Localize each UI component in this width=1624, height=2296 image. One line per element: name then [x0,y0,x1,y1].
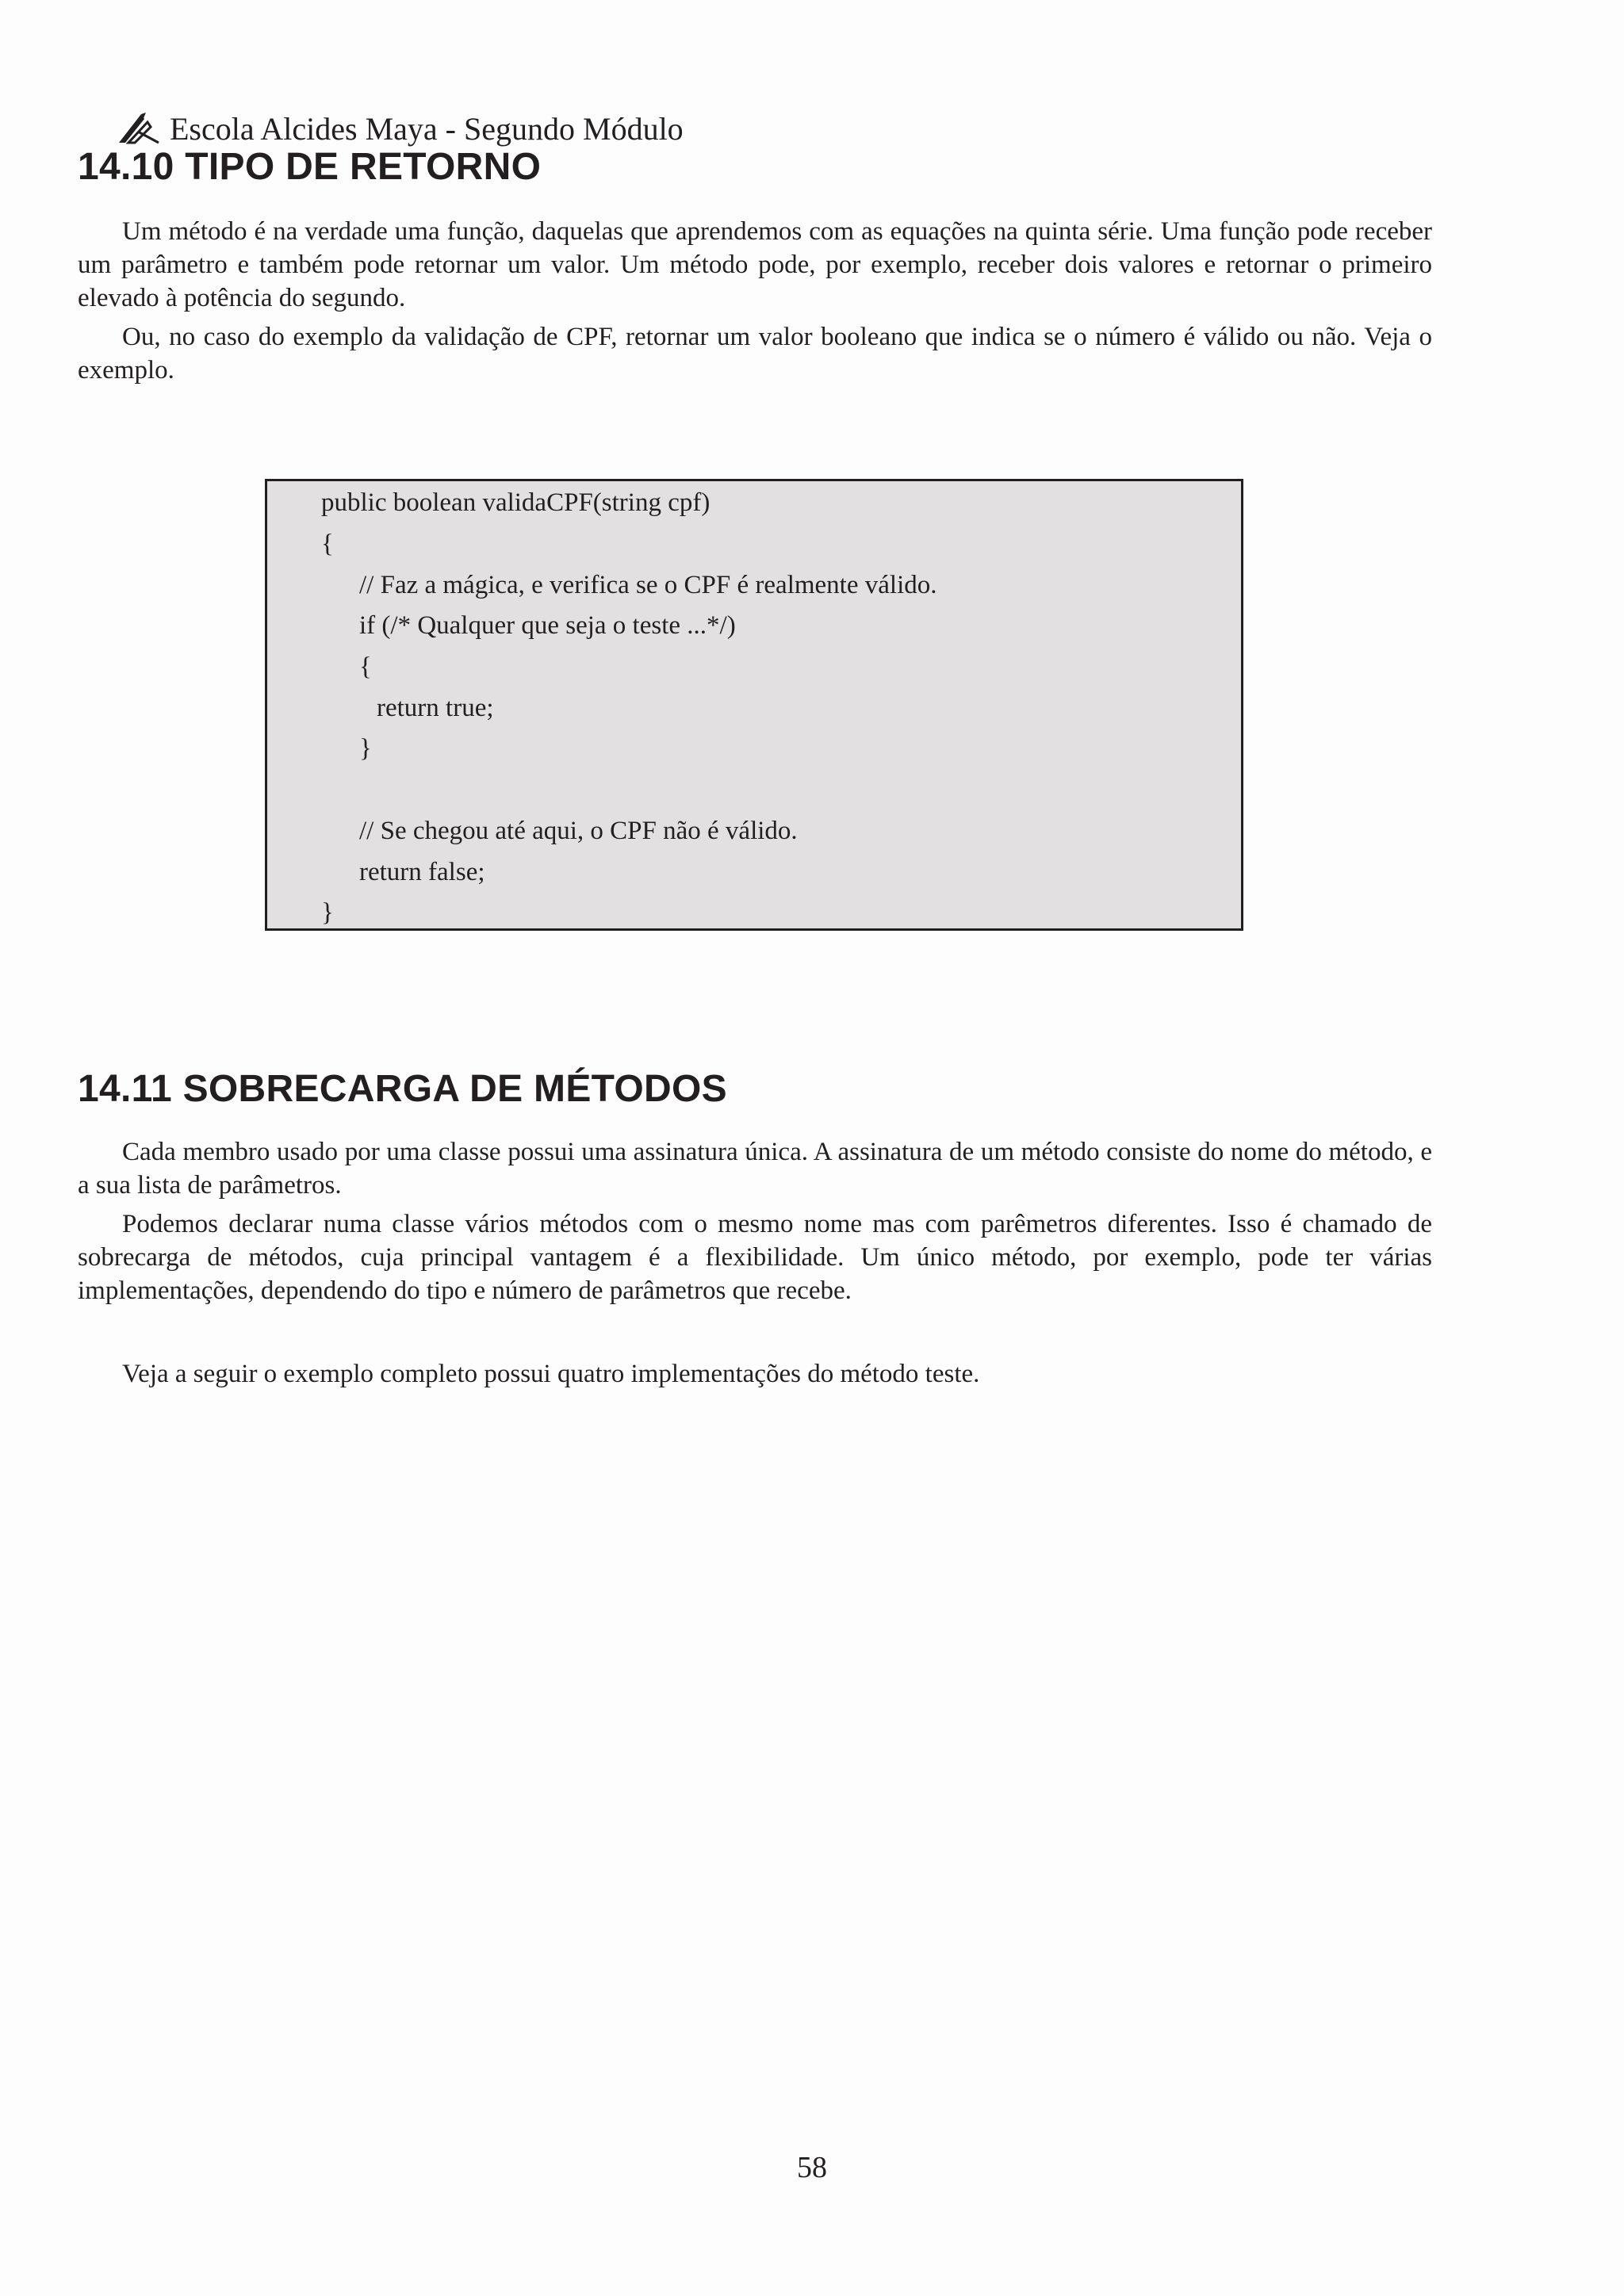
school-logo-icon [117,111,160,146]
section-title-tipo-de-retorno: 14.10 TIPO DE RETORNO [78,146,542,188]
page-header [117,106,684,151]
paragraph: Um método é na verdade uma função, daquelas que aprendemos com as equações na quinta série. Uma função pode receber um parâmetro e também pode retornar um valor. Um método pode, por exemplo, receber dois valores e retornar o primeiro elevado à potência do segundo. [78,217,1432,312]
code-line: } [359,734,372,763]
code-line: } [321,898,334,927]
paragraph: Podemos declarar numa classe vários métodos com o mesmo nome mas com parêmetros diferentes. Isso é chamado de sobrecarga de métodos, cuja principal vantagem é a flexibilidade. Um único método, por exemplo, pode ter várias implementações, dependendo do tipo e número de parâmetros que recebe. [78,1210,1432,1305]
code-line: public boolean validaCPF(string cpf) [321,488,710,517]
code-block [265,479,1243,931]
code-line: if (/* Qualquer que seja o teste ...*/) [359,611,736,640]
section-title-sobrecarga-de-metodos: 14.11 SOBRECARGA DE MÉTODOS [78,1068,727,1110]
code-line: return false; [359,858,485,886]
code-line: { [321,530,334,558]
header-title: Escola Alcides Maya - Segundo Módulo [170,110,684,147]
code-line: // Faz a mágica, e verifica se o CPF é realmente válido. [359,571,937,599]
code-line: return true; [377,694,494,722]
page-number: 58 [797,2151,827,2184]
paragraph: Cada membro usado por uma classe possui uma assinatura única. A assinatura de um método consiste do nome do método, e a sua lista de parâmetros. [78,1138,1432,1200]
code-line: { [359,652,372,681]
paragraph: Ou, no caso do exemplo da validação de CPF, retornar um valor booleano que indica se o número é válido ou não. Veja o exemplo. [78,323,1432,385]
paragraph: Veja a seguir o exemplo completo possui quatro implementações do método teste. [122,1360,980,1388]
code-line: // Se chegou até aqui, o CPF não é válido. [359,817,798,845]
